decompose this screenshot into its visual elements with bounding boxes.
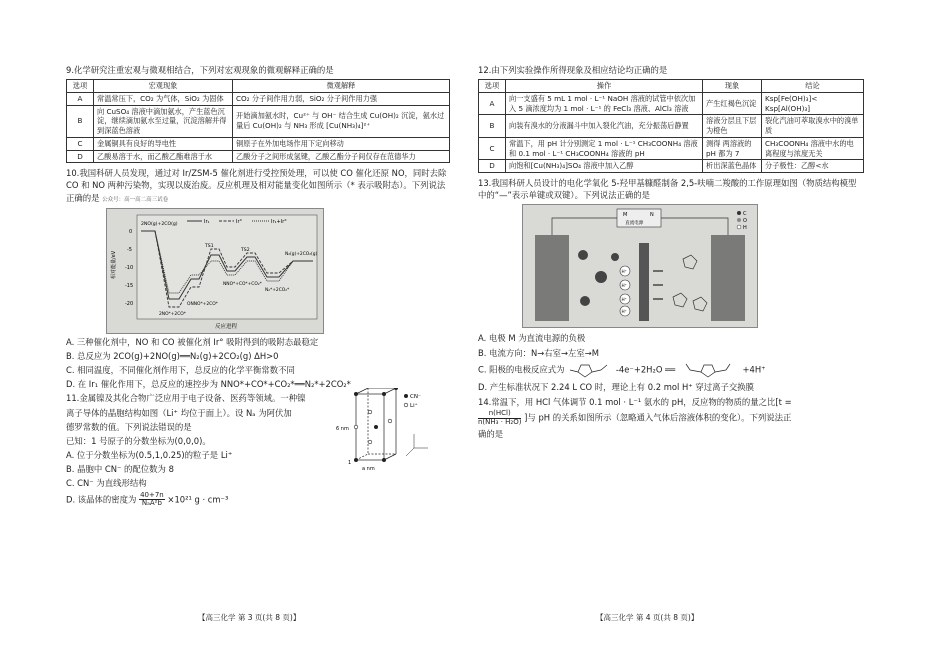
- cn-ion: [394, 388, 398, 390]
- y-axis-label: 相对能量/eV: [111, 250, 117, 279]
- height-label: 6 nm: [336, 426, 349, 433]
- table-row: [479, 92, 864, 114]
- li-ion: [368, 411, 372, 415]
- table-cell: CO₂ 分子间作用力弱，SiO₂ 分子间作用力强: [233, 92, 450, 105]
- cn-ion: [374, 425, 378, 429]
- table-cell: 裂化汽油可萃取溴水中的溴单质: [762, 115, 864, 137]
- q13-option-c: [478, 361, 864, 379]
- table-row: [479, 115, 864, 137]
- state-label: 2NO(g)+2CO(g): [141, 221, 178, 227]
- dark-particles: [578, 250, 619, 306]
- table-cell: D: [479, 160, 506, 173]
- fraction-numerator: 40+7n: [140, 490, 164, 499]
- cn-ion: [354, 392, 358, 396]
- proton-arrows: [653, 271, 663, 299]
- q11-option-c: C. CN⁻ 为直线形结构: [66, 478, 147, 489]
- x-axis-label: 反应进程: [215, 323, 238, 330]
- table-cell: 金属铜具有良好的导电性: [94, 137, 233, 150]
- width-label: a nm: [362, 466, 375, 473]
- li-ion: [354, 426, 358, 430]
- q11-line: 11.金属镍及其化合物广泛应用于电子设备、医药等领域。一种镍: [66, 393, 306, 404]
- q14-line-2-text: ]与 pH 的关系如图所示（忽略通入气体后溶液体积的变化）。下列说法正: [524, 412, 792, 423]
- furan-ring: [683, 255, 697, 269]
- q10-title-text: 10.我国科研人员发现，通过对 Ir/ZSM-5 催化剂进行受控预处理，可以使 CO 催化还原 NO，同时去除 CO 和 NO 两种污染物，实现以废治废。反应机理及相对能量变化如图所示（* 表示吸附态）。下列说法正确的是: [66, 168, 447, 203]
- bond: [601, 365, 607, 370]
- legend-h-label: H: [743, 225, 747, 232]
- legend-label-3: Ir₁+Ir°: [271, 218, 287, 225]
- h-ion-label: H⁺: [621, 269, 627, 275]
- legend-o-marker: [737, 218, 741, 222]
- table-row: [67, 150, 450, 163]
- ratio-fraction: [478, 410, 521, 426]
- cell-hidden-edge: [356, 454, 368, 460]
- q13-option-a: A. 电极 M 为直流电源的负极: [478, 333, 586, 344]
- q12-header-phenomenon: 现象: [703, 80, 762, 93]
- right-electrode: [711, 235, 745, 321]
- table-cell: B: [67, 105, 94, 137]
- fraction-numerator: n(HCl): [478, 410, 521, 419]
- q9-header-option: 选项: [67, 80, 94, 93]
- bond: [570, 370, 578, 372]
- bond: [686, 364, 690, 370]
- state-label: N₂*+2CO₂*: [265, 287, 290, 293]
- legend-cn-marker: [404, 394, 408, 398]
- legend-label-2: Ir°: [236, 218, 243, 225]
- furan-ring: [693, 297, 707, 311]
- table-cell: 乙酸易溶于水，而乙酸乙酯难溶于水: [94, 150, 233, 163]
- cn-ion: [382, 458, 386, 462]
- y-tick: -5: [127, 246, 132, 253]
- molecule-models: [673, 255, 707, 311]
- state-label: N₂(g)+2CO₂(g): [285, 251, 318, 257]
- q9-header-micro: 微观解释: [233, 80, 450, 93]
- q13-option-c-prefix: C. 阳极的电极反应式为: [478, 364, 565, 375]
- energy-diagram: [106, 208, 324, 334]
- wire-left: [552, 218, 617, 235]
- state-label: NNO*+CO*+CO₂*: [223, 281, 262, 287]
- q11-option-d-prefix: D. 该晶体的密度为: [66, 494, 137, 505]
- table-cell: A: [67, 92, 94, 105]
- energy-diagram-svg: [107, 209, 323, 333]
- density-fraction: [139, 492, 165, 508]
- q13-title: 13.我国科研人员设计的电化学氧化 5-羟甲基糠醛制备 2,5-呋喃二羧酸的工作原理如图（物质结构模型中的“—”表示单键或双键）。下列说法正确的是: [478, 177, 857, 201]
- table-cell: Ksp[Fe(OH)₃]< Ksp[Al(OH)₃]: [762, 92, 864, 114]
- q14-line-1: 14.常温下，用 HCl 气体调节 0.1 mol · L⁻¹ 氨水的 pH，反应物的物质的量之比[t =: [478, 396, 792, 407]
- wire-right: [661, 218, 728, 235]
- li-ion: [388, 420, 392, 424]
- table-cell: B: [479, 115, 506, 137]
- crystal-cell-figure: [334, 388, 444, 476]
- q11-option-a: A. 位于分数坐标为(0.5,1,0.25)的粒子是 Li⁺: [66, 450, 233, 461]
- table-cell: A: [479, 92, 506, 114]
- table-cell: 铜原子在外加电场作用下定向移动: [233, 137, 450, 150]
- legend-li-label: Li⁺: [410, 403, 418, 410]
- legend-o-label: O: [743, 218, 747, 225]
- bond: [690, 370, 701, 372]
- footer-page-4: 【高三化学 第 4 页(共 8 页)】: [596, 613, 699, 622]
- q10-option-b: B. 总反应为 2CO(g)+2NO(g)══N₂(g)+2CO₂(g) ΔH>0: [66, 350, 279, 361]
- electrolysis-svg: [523, 205, 757, 327]
- table-cell: 乙酸分子之间形成氢键，乙酸乙酯分子间仅存在范德华力: [233, 150, 450, 163]
- table-cell: 向 CuSO₄ 溶液中滴加氨水，产生蓝色沉淀，继续滴加氨水至过量，沉淀溶解并得到深蓝色溶液: [94, 105, 233, 137]
- q12-header-conclusion: 结论: [762, 80, 864, 93]
- q11-block: [66, 392, 450, 508]
- q10-title: [66, 167, 450, 204]
- state-label: ONNO*+2CO*: [187, 301, 218, 307]
- furan-ring: [673, 293, 687, 307]
- left-column: [66, 64, 450, 508]
- h-ion-label: H⁺: [621, 309, 627, 315]
- q11-option-b: B. 晶胞中 CN⁻ 的配位数为 8: [66, 464, 174, 475]
- table-row: [67, 137, 450, 150]
- table-cell: 分子极性：乙醇<水: [762, 160, 864, 173]
- q9-table: [66, 79, 450, 163]
- table-row: [479, 137, 864, 159]
- li-ion: [368, 441, 372, 445]
- footer-page-3: 【高三化学 第 3 页(共 8 页)】: [198, 613, 301, 622]
- ion-exchange-membrane: [639, 243, 649, 321]
- q10-option-d: D. 在 Ir₁ 催化作用下，总反应的速控步为 NNO*+CO*+CO₂*══N₂*+2CO₂*: [66, 379, 351, 390]
- h-ion-label: H⁺: [621, 297, 627, 303]
- q13-option-c-suffix: +4H⁺: [742, 364, 766, 375]
- fraction-denominator: n(NH₃ · H₂O): [478, 417, 522, 426]
- power-label: 直流电源: [625, 221, 644, 227]
- table-cell: 析出深蓝色晶体: [703, 160, 762, 173]
- q11-line: 已知：1 号原子的分数坐标为(0,0,0)。: [66, 435, 211, 446]
- cn-ion: [382, 392, 386, 396]
- q12-header-operation: 操作: [506, 80, 703, 93]
- cell-front: [356, 394, 384, 460]
- hmf-structure: [567, 361, 613, 379]
- cn-ion: [354, 458, 358, 462]
- cell-top: [356, 388, 396, 394]
- particle: [580, 296, 590, 306]
- legend-h-marker: [737, 225, 741, 229]
- q13-option-b: B. 电流方向：N→右室→左室→M: [478, 347, 599, 358]
- table-row: [67, 105, 450, 137]
- q11-line: 德罗常数的值。下列说法错误的是: [66, 421, 192, 432]
- table-cell: CH₃COONH₄ 溶液中水的电离程度与浓度无关: [762, 137, 864, 159]
- q9-title: 9.化学研究注重宏观与微观相结合，下列对宏观现象的微观解释正确的是: [66, 65, 334, 75]
- furan-ring: [701, 365, 715, 377]
- table-cell: 溶液分层且下层为橙色: [703, 115, 762, 137]
- watermark: 公众号：高一高二高三试卷: [102, 196, 169, 203]
- table-cell: 常温下，用 pH 计分别测定 1 mol · L⁻¹ CH₃COONH₄ 溶液和 0.1 mol · L⁻¹ CH₃COONH₄ 溶液的 pH: [506, 137, 703, 159]
- particle: [578, 250, 588, 260]
- table-cell: C: [67, 137, 94, 150]
- furan-ring: [578, 365, 592, 377]
- table-cell: 向饱和[Cu(NH₃)₄]SO₄ 溶液中加入乙醇: [506, 160, 703, 173]
- fdca-structure: [678, 361, 740, 379]
- y-tick: 0: [129, 228, 133, 235]
- legend-cn-label: CN⁻: [410, 394, 421, 401]
- bond: [715, 370, 726, 372]
- table-cell: 常温常压下，CO₂ 为气体，SiO₂ 为固体: [94, 92, 233, 105]
- q12-header-option: 选项: [479, 80, 506, 93]
- bond: [726, 364, 730, 370]
- particle: [595, 271, 607, 283]
- q12-title: 12.由下列实验操作所得现象及相应结论均正确的是: [478, 65, 668, 75]
- cell-bottom-edge: [384, 454, 396, 460]
- table-row: [479, 160, 864, 173]
- table-cell: D: [67, 150, 94, 163]
- q12-table: [478, 79, 864, 173]
- q13-option-c-mid: -4e⁻+2H₂O ══: [615, 364, 676, 375]
- legend-li-marker: [404, 404, 408, 408]
- right-column: [478, 64, 864, 441]
- table-cell: 产生红褐色沉淀: [703, 92, 762, 114]
- table-row: [67, 92, 450, 105]
- table-cell: 向装有溴水的分液漏斗中加入裂化汽油，充分振荡后静置: [506, 115, 703, 137]
- left-electrode: [535, 235, 569, 321]
- particle: [611, 253, 619, 261]
- electrode-label-m: M: [623, 212, 628, 219]
- atom-1-label: 1: [348, 460, 352, 467]
- table-cell: 向一支盛有 5 mL 1 mol · L⁻¹ NaOH 溶液的试管中依次加入 5 滴浓度均为 1 mol · L⁻¹ 的 FeCl₃ 溶液、AlCl₃ 溶液: [506, 92, 703, 114]
- electrode-label-n: N: [650, 212, 654, 219]
- bond: [592, 370, 601, 372]
- legend-c-label: C: [743, 211, 747, 218]
- q14-line-2: [478, 410, 864, 426]
- table-cell: 开始滴加氨水时，Cu²⁺ 与 OH⁻ 结合生成 Cu(OH)₂ 沉淀，氨水过量后 Cu(OH)₂ 与 NH₃ 形成 [Cu(NH₃)₄]²⁺: [233, 105, 450, 137]
- h-ion-label: H⁺: [621, 283, 627, 289]
- axis-x: [406, 448, 414, 456]
- q10-option-c: C. 相同温度，不同催化剂作用下，总反应的化学平衡常数不同: [66, 364, 295, 375]
- table-cell: 测得 两溶液的 pH 都为 7: [703, 137, 762, 159]
- q14-line-3: 确的是: [478, 429, 504, 440]
- q11-option-d-suffix: ×10²¹ g · cm⁻³: [167, 494, 229, 505]
- ts-label: TS2: [241, 247, 250, 253]
- q11-option-d: [66, 492, 450, 508]
- legend-c-marker: [737, 211, 741, 215]
- q10-option-a: A. 三种催化剂中，NO 和 CO 被催化剂 Ir° 吸附得到的吸附态最稳定: [66, 336, 319, 347]
- q9-header-macro: 宏观现象: [94, 80, 233, 93]
- q11-line: 离子导体的晶胞结构如图（Li⁺ 均位于面上）。设 Nₐ 为阿伏加: [66, 407, 292, 418]
- y-tick: -15: [125, 282, 134, 289]
- state-label: 2NO*+2CO*: [159, 311, 186, 317]
- y-tick: -20: [125, 300, 134, 307]
- electrolysis-figure: [522, 204, 758, 328]
- fraction-denominator: NₐA²b: [141, 499, 162, 508]
- ts-label: TS1: [205, 243, 214, 249]
- table-cell: C: [479, 137, 506, 159]
- q13-option-d: D. 产生标准状况下 2.24 L CO 时，理论上有 0.2 mol H⁺ 穿过离子交换膜: [478, 381, 754, 392]
- legend-label-1: Ir₁: [204, 218, 210, 225]
- y-tick: -10: [125, 264, 134, 271]
